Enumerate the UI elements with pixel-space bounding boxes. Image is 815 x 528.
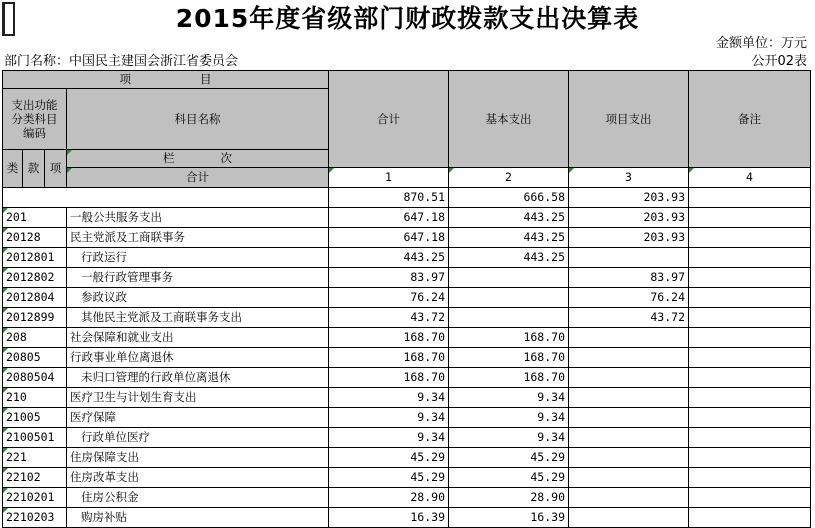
- row-basic: [449, 268, 569, 288]
- row-remark: [689, 348, 811, 368]
- row-total: 168.70: [329, 368, 449, 388]
- sum-total: 870.51: [329, 188, 449, 208]
- row-basic: 443.25: [449, 208, 569, 228]
- row-basic: 45.29: [449, 448, 569, 468]
- row-project: [569, 248, 689, 268]
- row-project: [569, 448, 689, 468]
- department-name: 部门名称：中国民主建国会浙江省委员会: [4, 54, 239, 69]
- expenditure-table: [2, 70, 811, 528]
- header-subject-name: 科目名称: [67, 89, 329, 150]
- row-basic: [449, 308, 569, 328]
- row-basic: 168.70: [449, 348, 569, 368]
- row-basic: [449, 288, 569, 308]
- row-remark: [689, 408, 811, 428]
- column-number-3: 3: [569, 168, 689, 188]
- row-name: 民主党派及工商联事务: [67, 228, 329, 248]
- header-lei: 类: [3, 150, 23, 188]
- row-code: 2012804: [3, 288, 67, 308]
- row-remark: [689, 268, 811, 288]
- table-row: [3, 208, 811, 228]
- row-total: 9.34: [329, 408, 449, 428]
- row-project: 203.93: [569, 228, 689, 248]
- row-total: 45.29: [329, 468, 449, 488]
- row-remark: [689, 488, 811, 508]
- row-name: 住房保障支出: [67, 448, 329, 468]
- row-project: [569, 428, 689, 448]
- row-code: 2210201: [3, 488, 67, 508]
- row-total: 45.29: [329, 448, 449, 468]
- sum-row: [3, 188, 811, 208]
- row-project: [569, 468, 689, 488]
- row-name: 行政运行: [67, 248, 329, 268]
- row-total: 443.25: [329, 248, 449, 268]
- row-name: 行政单位医疗: [67, 428, 329, 448]
- row-name: 行政事业单位离退休: [67, 348, 329, 368]
- row-code: 22102: [3, 468, 67, 488]
- header-item: 项 目: [3, 71, 329, 89]
- row-name: 未归口管理的行政单位离退休: [67, 368, 329, 388]
- row-code: 2012899: [3, 308, 67, 328]
- table-row: [3, 428, 811, 448]
- row-basic: 443.25: [449, 228, 569, 248]
- header-project: 项目支出: [569, 71, 689, 168]
- row-remark: [689, 428, 811, 448]
- row-basic: 168.70: [449, 328, 569, 348]
- table-row: [3, 288, 811, 308]
- header-kuan: 款: [23, 150, 45, 188]
- header-xiang: 项: [45, 150, 67, 188]
- row-name: 医疗卫生与计划生育支出: [67, 388, 329, 408]
- row-project: 43.72: [569, 308, 689, 328]
- row-code: 2012801: [3, 248, 67, 268]
- table-row: [3, 308, 811, 328]
- column-number-4: 4: [689, 168, 811, 188]
- header-func-code: 支出功能分类科目编码: [3, 89, 67, 150]
- column-number-1: 1: [329, 168, 449, 188]
- header-total: 合计: [329, 71, 449, 168]
- row-code: 208: [3, 328, 67, 348]
- table-row: [3, 468, 811, 488]
- row-total: 9.34: [329, 428, 449, 448]
- row-total: 76.24: [329, 288, 449, 308]
- table-row: [3, 248, 811, 268]
- table-row: [3, 408, 811, 428]
- row-name: 住房改革支出: [67, 468, 329, 488]
- row-basic: 16.39: [449, 508, 569, 528]
- row-project: 203.93: [569, 208, 689, 228]
- row-code: 21005: [3, 408, 67, 428]
- sum-remark: [689, 188, 811, 208]
- row-project: [569, 328, 689, 348]
- row-project: 83.97: [569, 268, 689, 288]
- sum-row-spacer: [3, 188, 329, 208]
- row-remark: [689, 448, 811, 468]
- table-row: [3, 348, 811, 368]
- row-basic: 9.34: [449, 388, 569, 408]
- table-row: [3, 268, 811, 288]
- row-total: 16.39: [329, 508, 449, 528]
- row-remark: [689, 248, 811, 268]
- row-project: [569, 368, 689, 388]
- sum-basic: 666.58: [449, 188, 569, 208]
- row-basic: 28.90: [449, 488, 569, 508]
- row-remark: [689, 208, 811, 228]
- sum-project: 203.93: [569, 188, 689, 208]
- header-remark: 备注: [689, 71, 811, 168]
- unit-label: 金额单位：万元: [715, 36, 807, 51]
- table-row: [3, 488, 811, 508]
- page-title: 2015年度省级部门财政拨款支出决算表: [175, 4, 640, 33]
- row-project: [569, 348, 689, 368]
- row-basic: 443.25: [449, 248, 569, 268]
- row-project: [569, 388, 689, 408]
- row-code: 221: [3, 448, 67, 468]
- row-total: 43.72: [329, 308, 449, 328]
- row-code: 210: [3, 388, 67, 408]
- row-code: 2012802: [3, 268, 67, 288]
- row-remark: [689, 508, 811, 528]
- row-name: 医疗保障: [67, 408, 329, 428]
- row-code: 2080504: [3, 368, 67, 388]
- table-row: [3, 388, 811, 408]
- row-code: 20128: [3, 228, 67, 248]
- row-remark: [689, 368, 811, 388]
- row-name: 参政议政: [67, 288, 329, 308]
- row-name: 购房补贴: [67, 508, 329, 528]
- row-remark: [689, 468, 811, 488]
- row-name: 一般行政管理事务: [67, 268, 329, 288]
- header-column-label: 栏 次: [67, 150, 329, 168]
- table-row: [3, 328, 811, 348]
- row-total: 647.18: [329, 228, 449, 248]
- table-row: [3, 448, 811, 468]
- row-name: 其他民主党派及工商联事务支出: [67, 308, 329, 328]
- row-name: 一般公共服务支出: [67, 208, 329, 228]
- row-project: [569, 408, 689, 428]
- row-basic: 168.70: [449, 368, 569, 388]
- row-remark: [689, 388, 811, 408]
- row-basic: 9.34: [449, 408, 569, 428]
- row-basic: 45.29: [449, 468, 569, 488]
- row-total: 28.90: [329, 488, 449, 508]
- row-total: 9.34: [329, 388, 449, 408]
- table-row: [3, 508, 811, 528]
- row-code: 20805: [3, 348, 67, 368]
- row-code: 2210203: [3, 508, 67, 528]
- header-basic: 基本支出: [449, 71, 569, 168]
- row-project: [569, 488, 689, 508]
- row-remark: [689, 288, 811, 308]
- form-code: 公开02表: [751, 54, 807, 69]
- row-total: 647.18: [329, 208, 449, 228]
- table-row: [3, 228, 811, 248]
- row-total: 83.97: [329, 268, 449, 288]
- row-remark: [689, 308, 811, 328]
- row-basic: 9.34: [449, 428, 569, 448]
- column-number-2: 2: [449, 168, 569, 188]
- header-sum-label: 合计: [67, 168, 329, 188]
- row-project: 76.24: [569, 288, 689, 308]
- row-project: [569, 508, 689, 528]
- row-code: 2100501: [3, 428, 67, 448]
- row-total: 168.70: [329, 328, 449, 348]
- row-code: 201: [3, 208, 67, 228]
- row-remark: [689, 228, 811, 248]
- table-row: [3, 368, 811, 388]
- row-total: 168.70: [329, 348, 449, 368]
- row-name: 住房公积金: [67, 488, 329, 508]
- row-remark: [689, 328, 811, 348]
- row-name: 社会保障和就业支出: [67, 328, 329, 348]
